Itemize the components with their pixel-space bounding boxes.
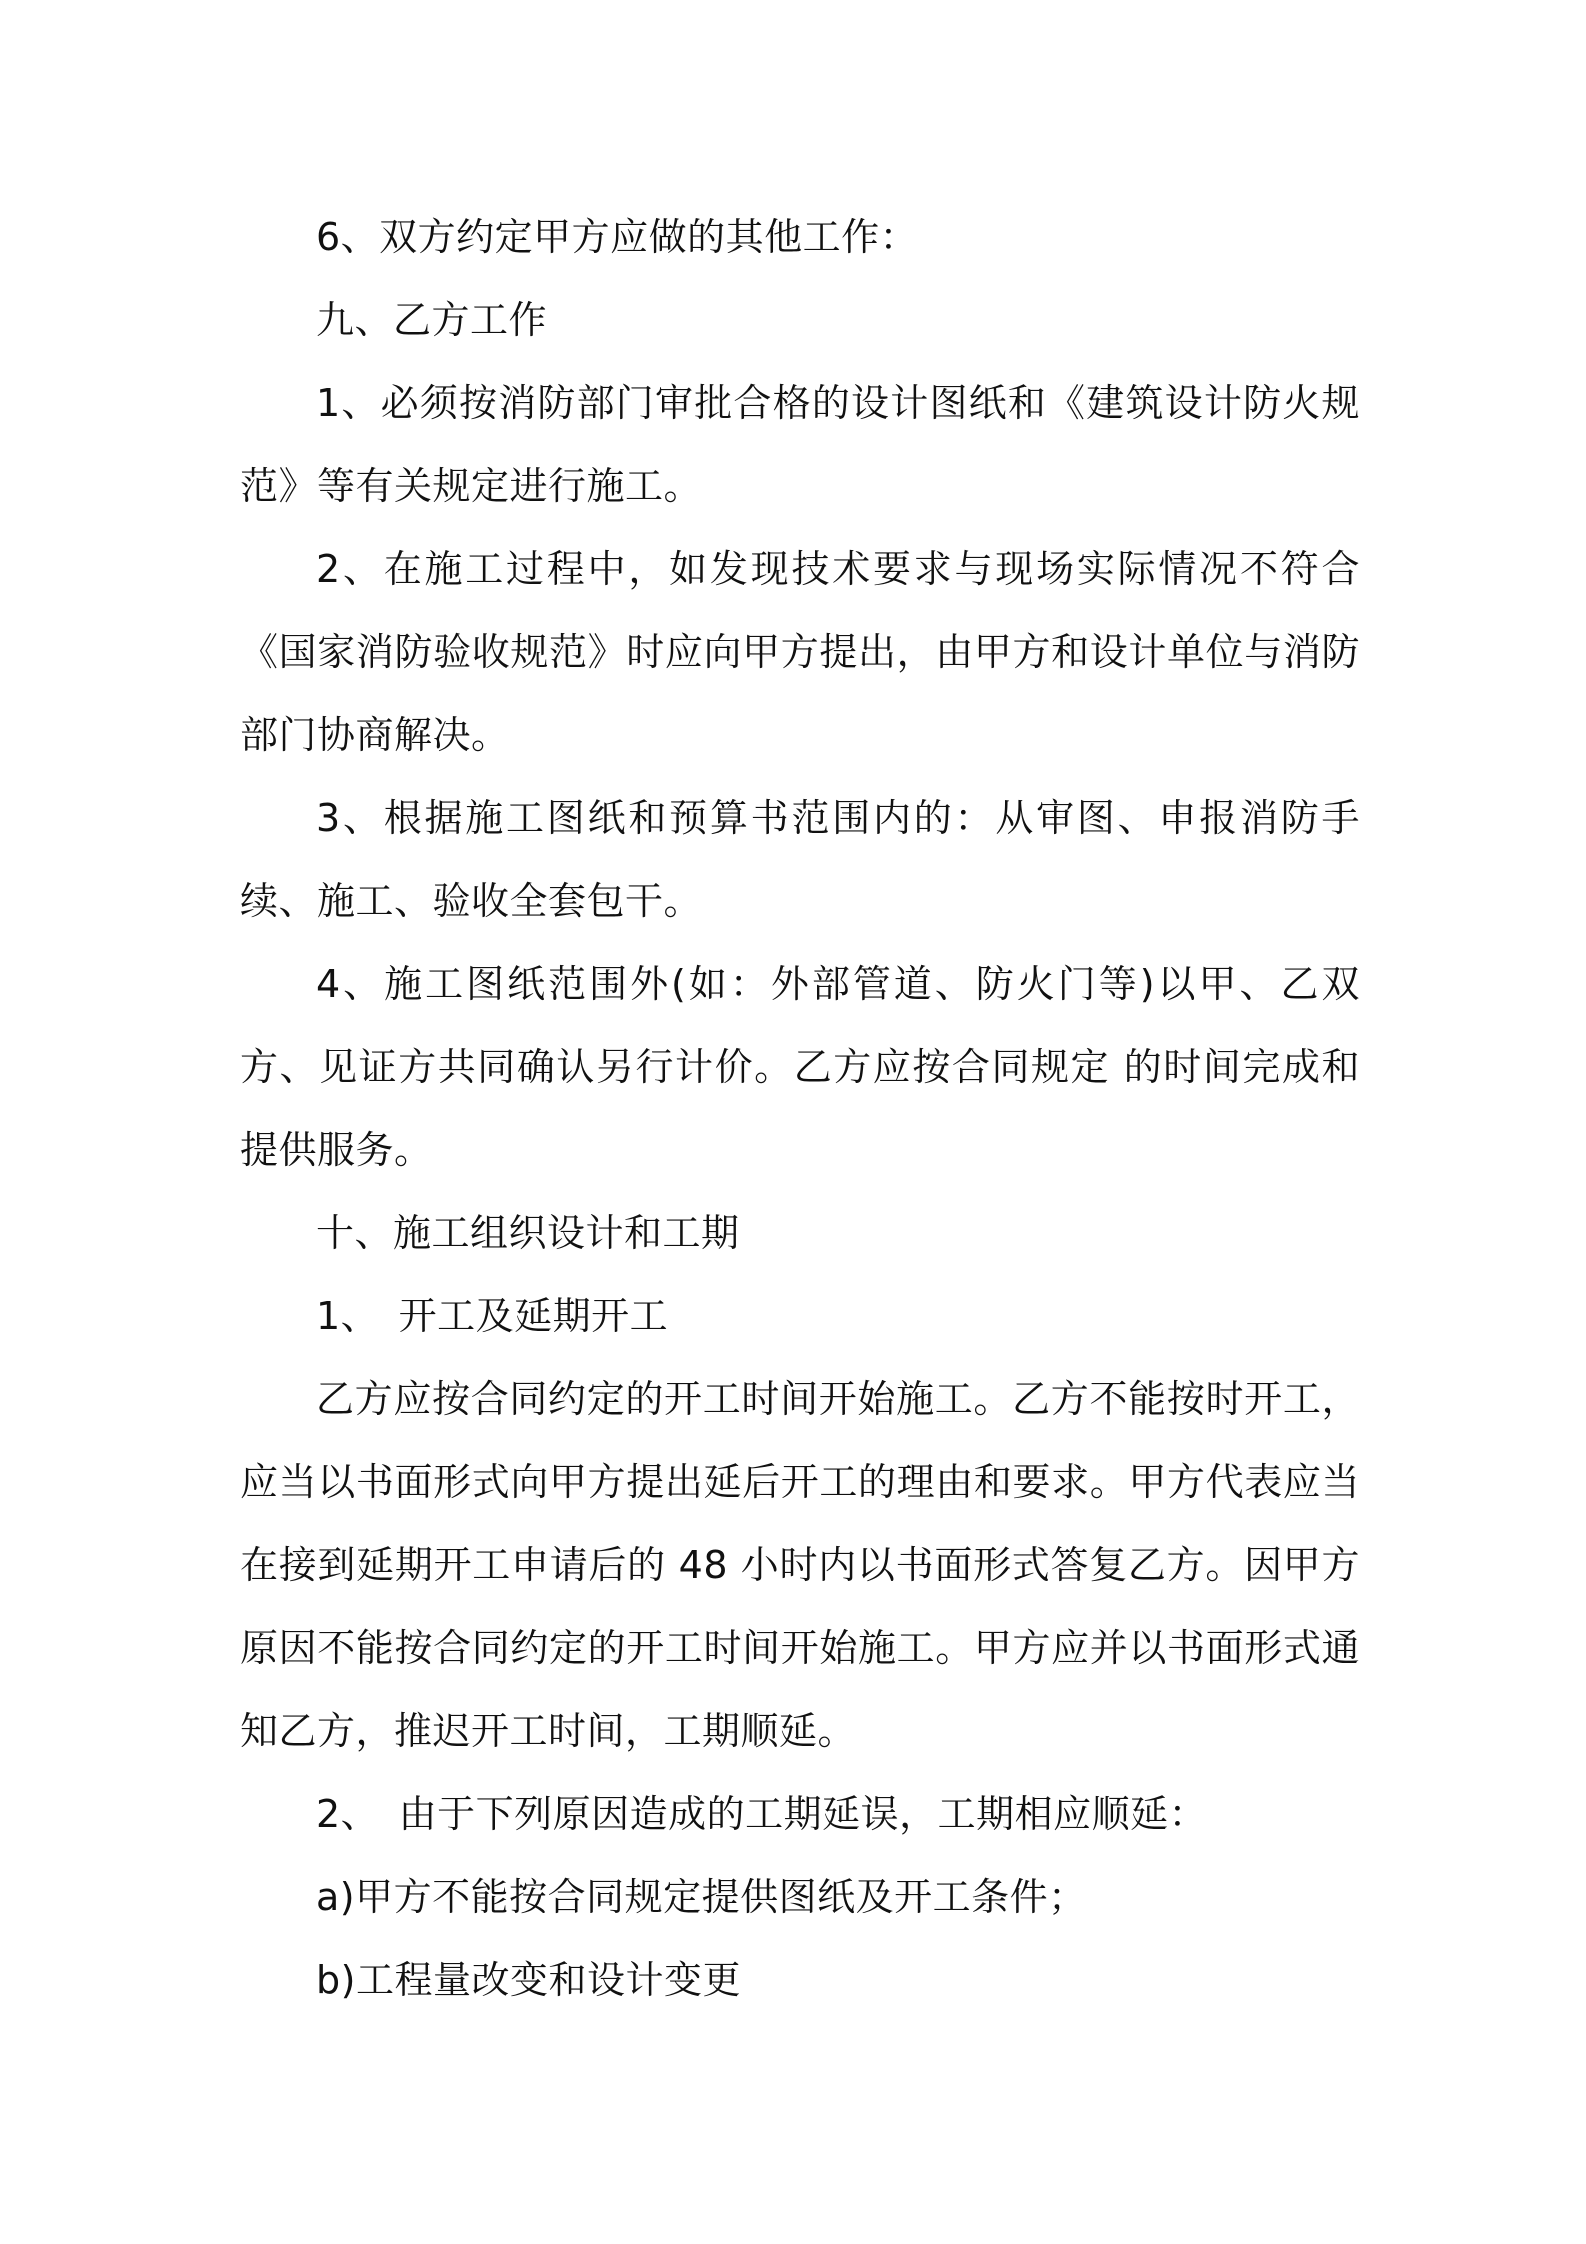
paragraph-9-2: 2、在施工过程中，如发现技术要求与现场实际情况不符合《国家消防验收规范》时应向甲方提出，由甲方和设计单位与消防部门协商解决。 [240,547,1360,757]
paragraph-10-1-body: 乙方应按合同约定的开工时间开始施工。乙方不能按时开工，应当以书面形式向甲方提出延后开工的理由和要求。甲方代表应当在接到延期开工申请后的 48 小时内以书面形式答复乙方。因甲方原因不能按合同约定的开工时间开始施工。甲方应并以书面形式通知乙方，推迟开工时间，工期顺延。 [240,1377,1360,1753]
list-item-b: b)工程量改变和设计变更 [316,1958,741,2002]
section-heading-9: 九、乙方工作 [316,298,548,342]
section-heading-10: 十、施工组织设计和工期 [316,1211,740,1255]
subheading-10-1: 1、 开工及延期开工 [316,1294,669,1338]
paragraph-9-4: 4、施工图纸范围外(如：外部管道、防火门等)以甲、乙双方、见证方共同确认另行计价。乙方应按合同规定 的时间完成和提供服务。 [240,962,1360,1172]
subheading-10-2: 2、 由于下列原因造成的工期延误，工期相应顺延： [316,1792,1208,1836]
paragraph-9-1: 1、必须按消防部门审批合格的设计图纸和《建筑设计防火规范》等有关规定进行施工。 [240,381,1360,508]
paragraph-9-3: 3、根据施工图纸和预算书范围内的：从审图、申报消防手续、施工、验收全套包干。 [240,796,1360,923]
document-body [240,196,1360,2022]
paragraph-clause-6: 6、双方约定甲方应做的其他工作： [316,215,919,259]
list-item-a: a)甲方不能按合同规定提供图纸及开工条件； [316,1875,1087,1919]
